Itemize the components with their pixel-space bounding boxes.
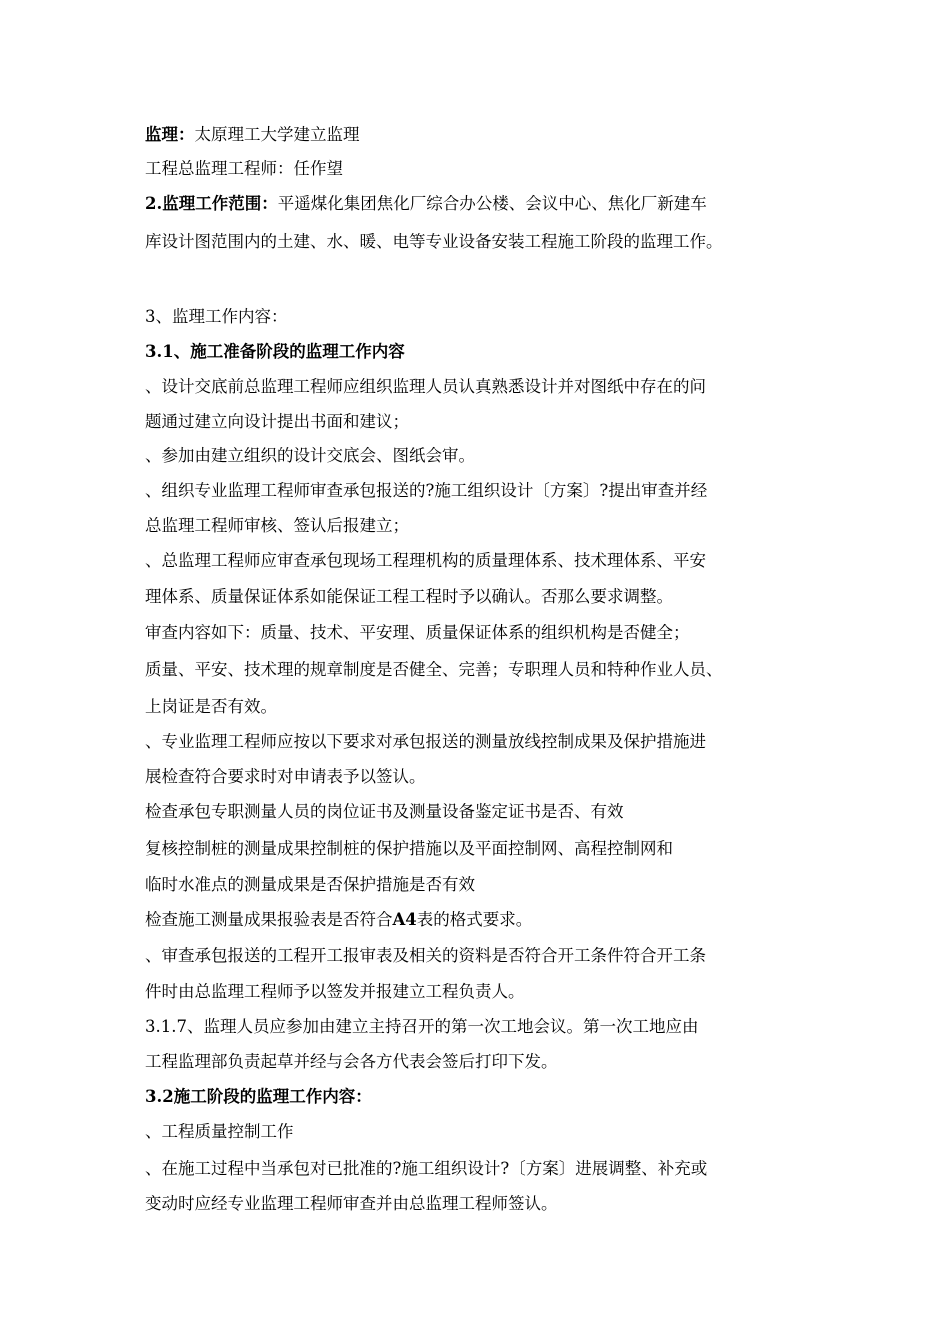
line-text: 太原理工大学建立监理: [194, 125, 360, 144]
line-text: 题通过建立向设计提出书面和建议；: [145, 412, 409, 431]
line-text: 、专业监理工程师应按以下要求对承包报送的测量放线控制成果及保护措施进: [145, 732, 706, 751]
line-text: 、审查承包报送的工程开工报审表及相关的资料是否符合开工条件符合开工条: [145, 946, 706, 965]
line-text: 、工程质量控制工作: [145, 1122, 294, 1141]
text-line-24: [145, 981, 525, 1003]
text-line-13: [145, 586, 673, 608]
line-text: 3、监理工作内容：: [145, 307, 288, 326]
text-line-11: [145, 515, 409, 537]
line-text: 上岗证是否有效。: [145, 697, 277, 716]
line-text: 审查内容如下：质量、技术、平安理、质量保证体系的组织机构是否健全；: [145, 623, 690, 642]
text-line-4: [145, 231, 723, 253]
text-line-30: [145, 1193, 558, 1215]
line-text: 库设计图范围内的土建、水、暖、电等专业设备安装工程施工阶段的监理工作。: [145, 232, 723, 251]
line-label: 监理：: [145, 125, 195, 144]
line-text: 检查施工测量成果报验表是否符合: [145, 910, 393, 929]
text-line-2: [145, 158, 343, 180]
text-line-19: [145, 801, 624, 823]
text-line-23: [145, 945, 706, 967]
text-line-29: [145, 1158, 707, 1180]
line-text: 工程总监理工程师：任作望: [145, 159, 343, 178]
text-line-16: [145, 696, 277, 718]
section-heading: 3.1、施工准备阶段的监理工作内容: [145, 342, 405, 361]
text-line-5: [145, 306, 288, 328]
text-line-3: [145, 193, 707, 215]
line-text: 、组织专业监理工程师审查承包报送的?施工组织设计〔方案〕?提出审查并经: [145, 481, 708, 500]
line-text: 件时由总监理工程师予以签发并报建立工程负责人。: [145, 982, 525, 1001]
text-line-26: [145, 1051, 558, 1073]
text-line-1: [145, 124, 360, 146]
line-text: 表的格式要求。: [416, 910, 533, 929]
line-text: 工程监理部负责起草并经与会各方代表会签后打印下发。: [145, 1052, 558, 1071]
line-emphasis: A4: [392, 910, 417, 929]
line-text: 、参加由建立组织的设计交底会、图纸会审。: [145, 446, 475, 465]
text-line-25: [145, 1016, 698, 1038]
text-line-7: [145, 376, 706, 398]
text-line-10: [145, 480, 707, 502]
text-line-6: [145, 341, 405, 363]
line-text: 平遥煤化集团焦化厂综合办公楼、会议中心、焦化厂新建车: [277, 194, 707, 213]
line-text: 复核控制桩的测量成果控制桩的保护措施以及平面控制网、高程控制网和: [145, 839, 673, 858]
text-line-21: [145, 874, 475, 896]
line-text: 变动时应经专业监理工程师审查并由总监理工程师签认。: [145, 1194, 558, 1213]
text-line-27: [145, 1086, 372, 1108]
line-text: 质量、平安、技术理的规章制度是否健全、完善；专职理人员和特种作业人员、: [145, 660, 723, 679]
line-text: 检查承包专职测量人员的岗位证书及测量设备鉴定证书是否、有效: [145, 802, 624, 821]
line-text: 、总监理工程师应审查承包现场工程理机构的质量理体系、技术理体系、平安: [145, 551, 706, 570]
text-line-28: [145, 1121, 294, 1143]
text-line-22: [145, 909, 532, 931]
line-text: 3.1.7、监理人员应参加由建立主持召开的第一次工地会议。第一次工地应由: [145, 1017, 699, 1036]
section-heading: 3.2施工阶段的监理工作内容：: [145, 1087, 372, 1106]
line-label: 2.监理工作范围：: [145, 194, 278, 213]
text-line-18: [145, 766, 426, 788]
line-text: 临时水准点的测量成果是否保护措施是否有效: [145, 875, 475, 894]
text-line-14: [145, 622, 690, 644]
line-text: 理体系、质量保证体系如能保证工程工程时予以确认。否那么要求调整。: [145, 587, 673, 606]
line-text: 总监理工程师审核、签认后报建立；: [145, 516, 409, 535]
text-line-20: [145, 838, 673, 860]
text-line-17: [145, 731, 706, 753]
line-text: 展检查符合要求时对申请表予以签认。: [145, 767, 426, 786]
text-line-9: [145, 445, 475, 467]
text-line-12: [145, 550, 706, 572]
line-text: 、在施工过程中当承包对已批准的?施工组织设计?〔方案〕进展调整、补充或: [145, 1159, 708, 1178]
line-text: 、设计交底前总监理工程师应组织监理人员认真熟悉设计并对图纸中存在的问: [145, 377, 706, 396]
text-line-15: [145, 659, 723, 681]
text-line-8: [145, 411, 409, 433]
